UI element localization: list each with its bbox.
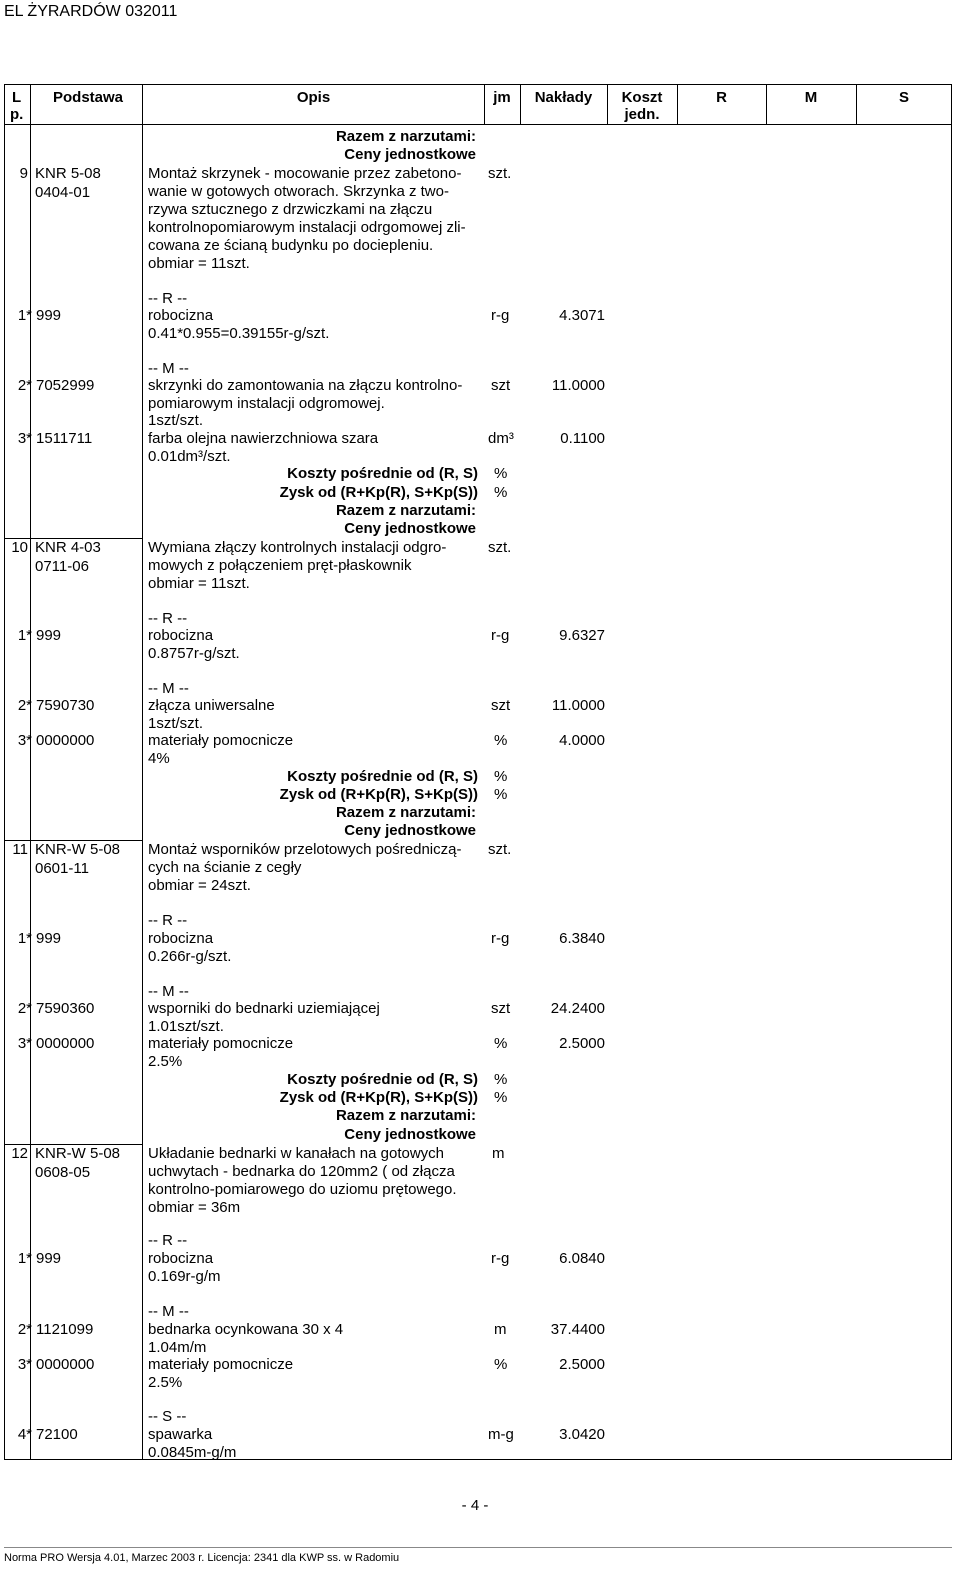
razem-z-narzutami: Razem z narzutami:	[335, 804, 476, 821]
razem-z-narzutami: Razem z narzutami:	[335, 128, 476, 145]
footer-text: Norma PRO Wersja 4.01, Marzec 2003 r. Licencja: 2341 dla KWP ss. w Radomiu	[4, 1552, 400, 1564]
ceny-jednostkowe: Ceny jednostkowe	[344, 520, 476, 537]
section-r-marker: -- R --	[148, 912, 188, 929]
page-number: - 4 -	[461, 1497, 489, 1514]
header-naklady: Nakłady	[534, 89, 593, 106]
header-podstawa: Podstawa	[52, 89, 124, 106]
section-r-marker: -- R --	[148, 290, 188, 307]
position-number: 10	[11, 539, 28, 556]
position-unit: szt.	[488, 539, 512, 556]
ceny-jednostkowe: Ceny jednostkowe	[344, 822, 476, 839]
section-s-marker: -- S --	[148, 1408, 187, 1425]
position-unit: m	[492, 1145, 505, 1162]
razem-z-narzutami: Razem z narzutami:	[335, 502, 476, 519]
ceny-jednostkowe: Ceny jednostkowe	[344, 1126, 476, 1143]
section-r-marker: -- R --	[148, 1232, 188, 1249]
header-jm: jm	[493, 89, 511, 106]
section-m-marker: -- M --	[148, 360, 189, 377]
header-m: M	[804, 89, 818, 106]
section-m-marker: -- M --	[148, 1303, 189, 1320]
position-unit: szt.	[488, 841, 512, 858]
section-m-marker: -- M --	[148, 983, 189, 1000]
header-s: S	[898, 89, 909, 106]
document-title: EL ŻYRARDÓW 032011	[4, 3, 178, 20]
ceny-jednostkowe: Ceny jednostkowe	[344, 146, 476, 163]
header-r: R	[716, 89, 727, 106]
footer-separator	[4, 1547, 952, 1548]
section-m-marker: -- M --	[148, 680, 189, 697]
header-opis: Opis	[296, 89, 331, 106]
position-number: 12	[11, 1145, 28, 1162]
section-r-marker: -- R --	[148, 610, 188, 627]
razem-z-narzutami: Razem z narzutami:	[335, 1107, 476, 1124]
position-unit: szt.	[488, 165, 512, 182]
position-number: 9	[19, 165, 28, 182]
position-number: 11	[12, 841, 28, 858]
